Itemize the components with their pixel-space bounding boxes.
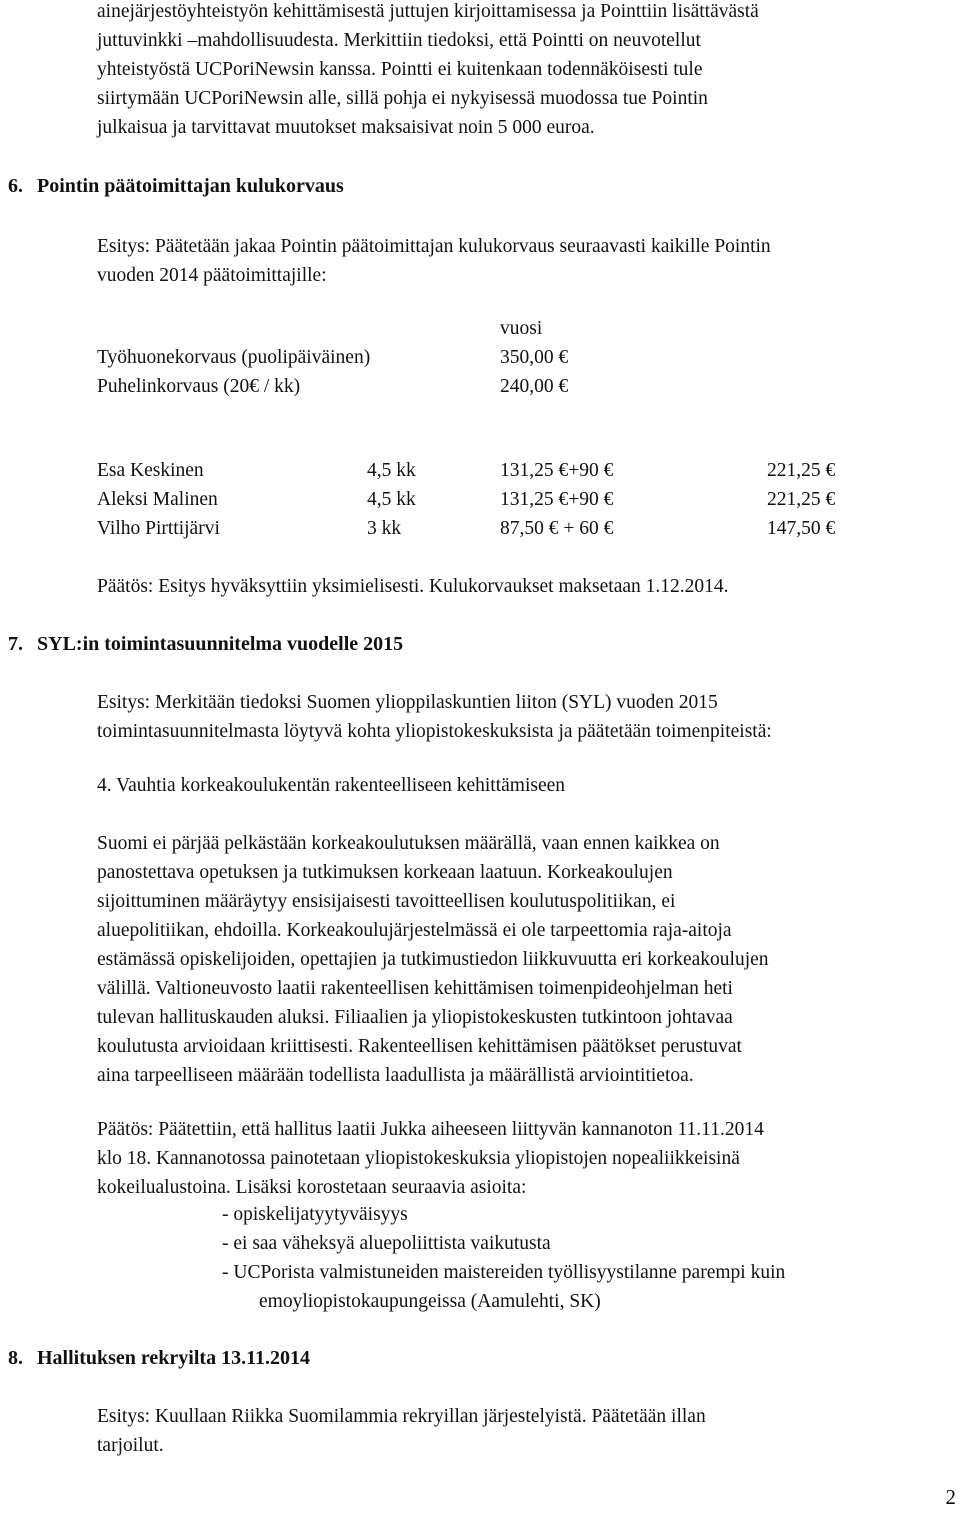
editor-name: Vilho Pirttijärvi bbox=[97, 518, 220, 539]
editor-months: 4,5 kk bbox=[367, 460, 416, 481]
section-8-proposal bbox=[97, 1402, 957, 1460]
section-6-proposal bbox=[97, 232, 957, 290]
editor-calc: 131,25 €+90 € bbox=[500, 460, 614, 481]
section-7-body bbox=[97, 829, 957, 1090]
decision-line: kokeilualustoina. Lisäksi korostetaan seuraavia asioita: bbox=[97, 1177, 527, 1198]
decision-line: Päätös: Päätettiin, että hallitus laatii Jukka aiheeseen liittyvän kannanoton 11.11.2014 bbox=[97, 1119, 764, 1140]
proposal-line: Esitys: Merkitään tiedoksi Suomen ylioppilaskuntien liiton (SYL) vuoden 2015 bbox=[97, 692, 718, 713]
editor-name: Esa Keskinen bbox=[97, 460, 204, 481]
rate-label: Puhelinkorvaus (20€ / kk) bbox=[97, 376, 301, 397]
proposal-line: toimintasuunnitelmasta löytyvä kohta yliopistokeskuksista ja päätetään toimenpiteistä: bbox=[97, 721, 772, 742]
body-line: panostettava opetuksen ja tutkimuksen korkeaan laatuun. Korkeakoulujen bbox=[97, 862, 673, 883]
intro-line: siirtymään UCPoriNewsin alle, sillä pohja ei nykyisessä muodossa tue Pointin bbox=[97, 88, 708, 109]
bullet-item: - opiskelijatyytyväisyys bbox=[222, 1204, 408, 1225]
section-7-title: SYL:in toimintasuunnitelma vuodelle 2015 bbox=[37, 633, 404, 655]
intro-line: juttuvinkki –mahdollisuudesta. Merkittiin tiedoksi, että Pointti on neuvotellut bbox=[97, 30, 701, 51]
proposal-line: Esitys: Kuullaan Riikka Suomilammia rekryillan järjestelyistä. Päätetään illan bbox=[97, 1406, 706, 1427]
proposal-line: Esitys: Päätetään jakaa Pointin päätoimittajan kulukorvaus seuraavasti kaikille Pointin bbox=[97, 236, 771, 257]
section-7-number: 7. bbox=[8, 633, 23, 655]
body-line: välillä. Valtioneuvosto laatii rakenteellisen kehittämisen toimenpideohjelman heti bbox=[97, 978, 733, 999]
section-8-number: 8. bbox=[8, 1347, 23, 1369]
body-line: aina tarpeelliseen määrään todellista laadullista ja määrällistä arviointitietoa. bbox=[97, 1065, 694, 1086]
intro-line: julkaisua ja tarvittavat muutokset maksaisivat noin 5 000 euroa. bbox=[97, 117, 595, 138]
intro-line: yhteistyöstä UCPoriNewsin kanssa. Pointti ei kuitenkaan todennäköisesti tule bbox=[97, 59, 703, 80]
rate-value: 240,00 € bbox=[500, 376, 569, 397]
bullet-continuation: emoyliopistokaupungeissa (Aamulehti, SK) bbox=[259, 1291, 601, 1312]
section-8-title: Hallituksen rekryilta 13.11.2014 bbox=[37, 1347, 310, 1369]
editor-name: Aleksi Malinen bbox=[97, 489, 218, 510]
editor-total: 147,50 € bbox=[767, 518, 836, 539]
editor-calc: 87,50 € + 60 € bbox=[500, 518, 614, 539]
section-7-decision bbox=[97, 1115, 957, 1202]
editor-total: 221,25 € bbox=[767, 460, 836, 481]
body-line: estämässä opiskelijoiden, opettajien ja tutkimustiedon liikkuvuutta eri korkeakoulujen bbox=[97, 949, 769, 970]
body-line: tulevan hallituskauden aluksi. Filiaalien ja yliopistokeskusten tutkintoon johtavaa bbox=[97, 1007, 733, 1028]
editor-calc: 131,25 €+90 € bbox=[500, 489, 614, 510]
bullet-item: - UCPorista valmistuneiden maistereiden työllisyystilanne parempi kuin bbox=[222, 1262, 786, 1283]
section-6-decision: Päätös: Esitys hyväksyttiin yksimielisesti. Kulukorvaukset maksetaan 1.12.2014. bbox=[97, 576, 729, 597]
section-6-title: Pointin päätoimittajan kulukorvaus bbox=[37, 175, 344, 197]
rates-header: vuosi bbox=[500, 318, 543, 339]
section-7-proposal bbox=[97, 688, 957, 746]
body-line: koulutusta arvioidaan kriittisesti. Rakenteellisen kehittämisen päätökset perustuvat bbox=[97, 1036, 742, 1057]
proposal-line: tarjoilut. bbox=[97, 1435, 164, 1456]
bullet-item: - ei saa väheksyä aluepoliittista vaikutusta bbox=[222, 1233, 551, 1254]
rate-label: Työhuonekorvaus (puolipäiväinen) bbox=[97, 347, 371, 368]
rate-value: 350,00 € bbox=[500, 347, 569, 368]
body-line: aluepolitiikan, ehdoilla. Korkeakoulujärjestelmässä ei ole tarpeettomia raja-aitoja bbox=[97, 920, 732, 941]
editor-total: 221,25 € bbox=[767, 489, 836, 510]
intro-paragraph bbox=[97, 0, 957, 142]
proposal-line: vuoden 2014 päätoimittajille: bbox=[97, 265, 327, 286]
section-7-subheading: 4. Vauhtia korkeakoulukentän rakenteelliseen kehittämiseen bbox=[97, 775, 566, 796]
decision-line: klo 18. Kannanotossa painotetaan yliopistokeskuksia yliopistojen nopealiikkeisinä bbox=[97, 1148, 740, 1169]
intro-line: ainejärjestöyhteistyön kehittämisestä juttujen kirjoittamisessa ja Pointtiin lisättävästä bbox=[97, 1, 759, 22]
body-line: sijoittuminen määräytyy ensisijaisesti tavoitteellisen koulutuspolitiikan, ei bbox=[97, 891, 676, 912]
body-line: Suomi ei pärjää pelkästään korkeakoulutuksen määrällä, vaan ennen kaikkea on bbox=[97, 833, 720, 854]
section-6-number: 6. bbox=[8, 175, 23, 197]
page-number: 2 bbox=[945, 1485, 956, 1509]
editor-months: 3 kk bbox=[367, 518, 402, 539]
editor-months: 4,5 kk bbox=[367, 489, 416, 510]
